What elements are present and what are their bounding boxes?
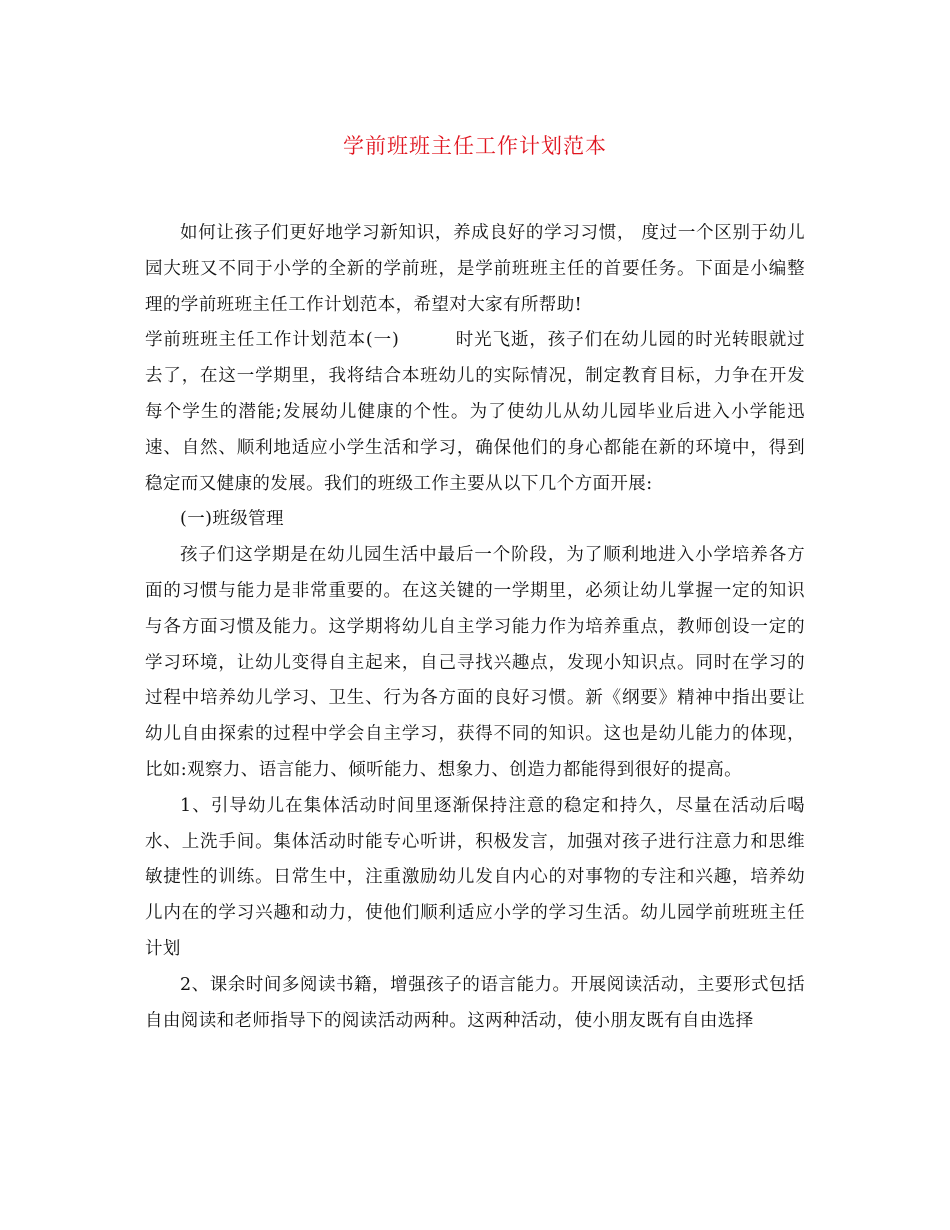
section-text: 时光飞逝，孩子们在幼儿园的时光转眼就过去了，在这一学期里，我将结合本班幼儿的实际情况，制定教育目标，力争在开发每个学生的潜能;发展幼儿健康的个性。为了使幼儿从幼儿园毕业后进入小学能迅速、自然、顺利地适应小学生活和学习，确保他们的身心都能在新的环境中，得到稳定而又健康的发展。我们的班级工作主要从以下几个方面开展: — [145, 330, 805, 494]
body-paragraph-1: 孩子们这学期是在幼儿园生活中最后一个阶段，为了顺利地进入小学培养各方面的习惯与能力是非常重要的。在这关键的一学期里，必须让幼儿掌握一定的知识与各方面习惯及能力。这学期将幼儿自主学习能力作为培养重点，教师创设一定的学习环境，让幼儿变得自主起来，自己寻找兴趣点，发现小知识点。同时在学习的过程中培养幼儿学习、卫生、行为各方面的良好习惯。新《纲要》精神中指出要让幼儿自由探索的过程中学会自主学习，获得不同的知识。这也是幼儿能力的体现，比如:观察力、语言能力、倾听能力、想象力、创造力都能得到很好的提高。 — [145, 545, 805, 780]
intro-paragraph: 如何让孩子们更好地学习新知识，养成良好的学习习惯， 度过一个区别于幼儿园大班又不同于小学的全新的学前班，是学前班班主任的首要任务。下面是小编整理的学前班班主任工作计划范本，希望对大家有所帮助! — [145, 223, 805, 315]
sub-heading-class-management: (一)班级管理 — [180, 509, 284, 530]
body-paragraph-2: 1、引导幼儿在集体活动时间里逐渐保持注意的稳定和持久，尽量在活动后喝水、上洗手间。集体活动时能专心听讲，积极发言，加强对孩子进行注意力和思维敏捷性的训练。日常生中，注重激励幼儿发自内心的对事物的专注和兴趣，培养幼儿内在的学习兴趣和动力，使他们顺利适应小学的学习生活。幼儿园学前班班主任计划 — [145, 795, 805, 959]
document-title: 学前班班主任工作计划范本 — [343, 134, 607, 158]
section-paragraph — [145, 323, 805, 502]
section-title: 学前班班主任工作计划范本(一) — [145, 330, 400, 351]
body-paragraph-3: 2、课余时间多阅读书籍，增强孩子的语言能力。开展阅读活动，主要形式包括自由阅读和老师指导下的阅读活动两种。这两种活动，使小朋友既有自由选择 — [145, 974, 805, 1031]
document-body — [145, 216, 805, 1039]
